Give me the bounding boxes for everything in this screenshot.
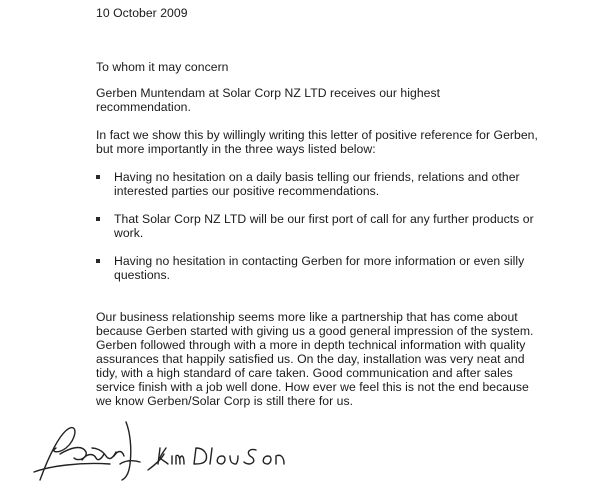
bullet-marker (96, 259, 100, 263)
closing-line-4: assurances that happily satisfied us. On the day, installation was very neat and (96, 352, 525, 366)
bullet-2-line-1: That Solar Corp NZ LTD will be our first port of call for any further products or (114, 212, 534, 226)
salutation: To whom it may concern (96, 60, 229, 74)
closing-line-2: because Gerben started with giving us a good general impression of the system. (96, 324, 534, 338)
bullet-marker (96, 217, 100, 221)
bullet-marker (96, 175, 100, 179)
bullet-1-line-1: Having no hesitation on a daily basis telling our friends, relations and other (114, 170, 520, 184)
closing-line-3: Gerben followed through with a more in depth technical information with quality (96, 338, 526, 352)
reference-line-2: but more importantly in the three ways listed below: (96, 142, 376, 156)
bullet-3-line-2: questions. (114, 268, 171, 282)
intro-line-1: Gerben Muntendam at Solar Corp NZ LTD receives our highest (96, 86, 441, 100)
intro-line-2: recommendation. (96, 100, 191, 114)
bullet-2-line-2: work. (114, 226, 144, 240)
closing-line-6: service finish with a job well done. How ever we feel this is not the end because (96, 380, 529, 394)
signature (30, 418, 330, 485)
bullet-3-line-1: Having no hesitation in contacting Gerben for more information or even silly (114, 254, 525, 268)
closing-line-1: Our business relationship seems more like a partnership that has come about (96, 310, 518, 324)
reference-line-1: In fact we show this by willingly writing this letter of positive reference for Gerben, (96, 128, 538, 142)
bullet-1-line-2: interested parties our positive recommendations. (114, 184, 380, 198)
closing-line-5: tidy, with a high standard of care taken. Good communication and after sales (96, 366, 513, 380)
closing-line-7: we know Gerben/Solar Corp is still there for us. (96, 394, 354, 408)
letter-date: 10 October 2009 (96, 6, 188, 20)
